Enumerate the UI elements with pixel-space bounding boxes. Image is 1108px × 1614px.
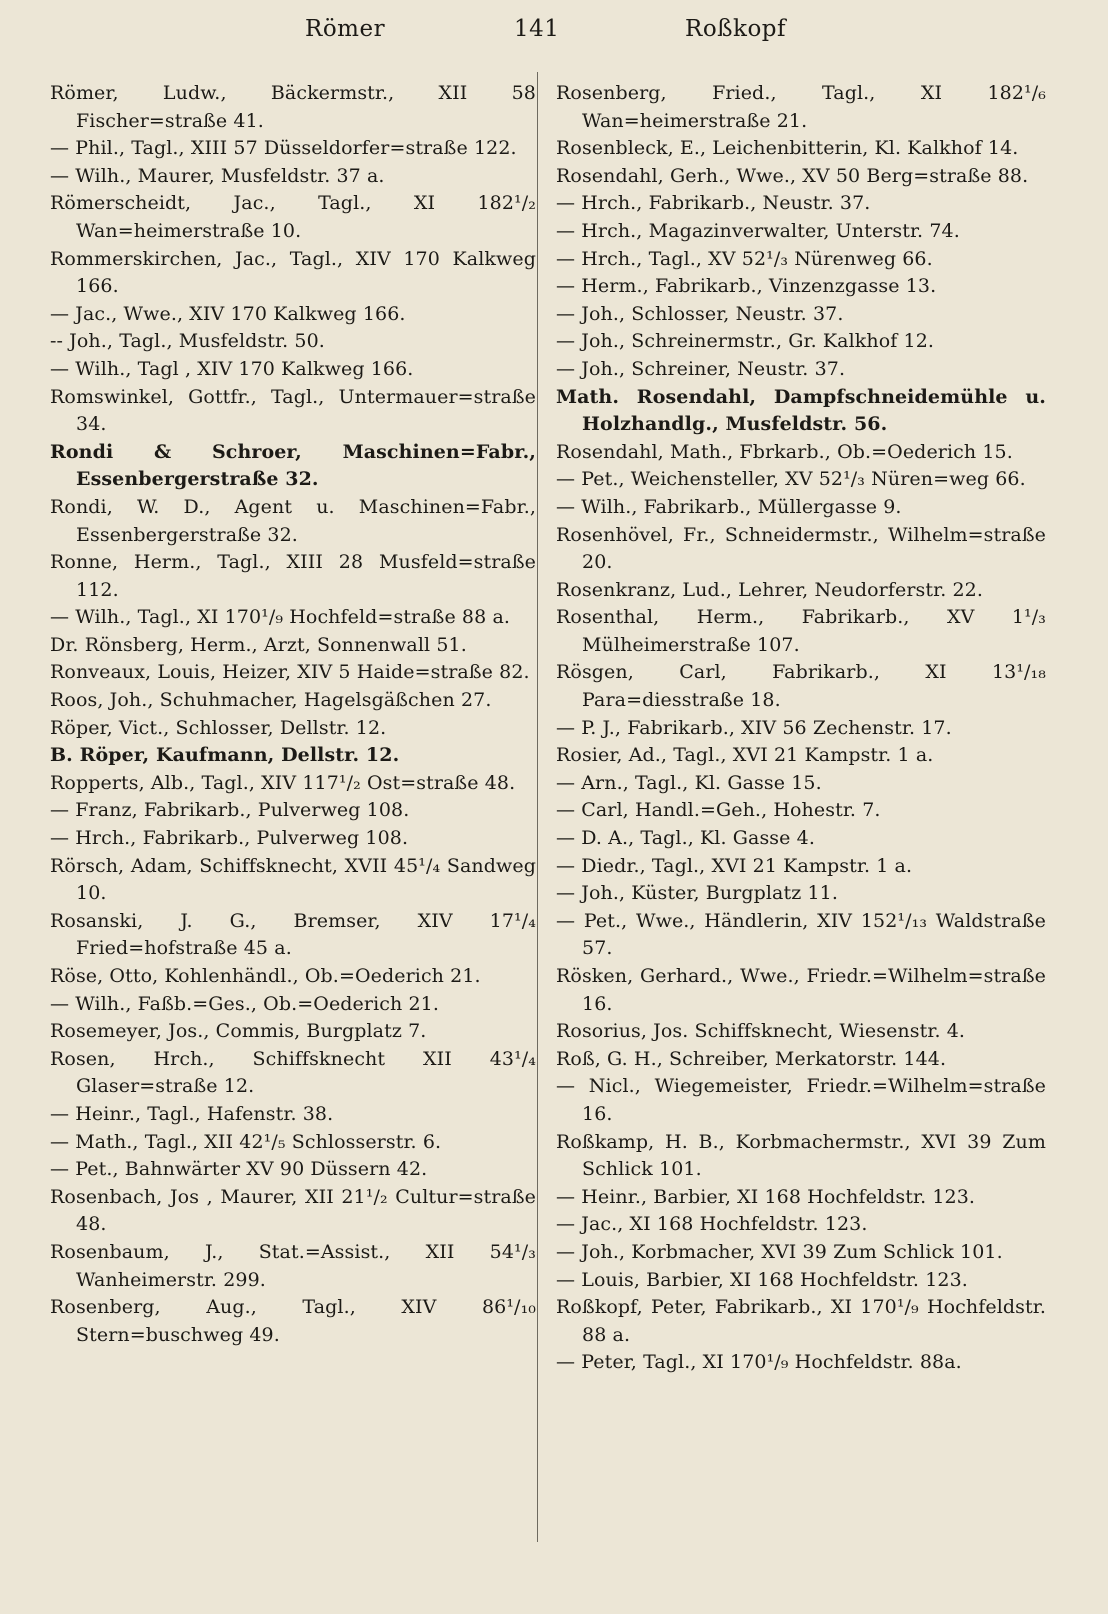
directory-entry: — Hrch., Tagl., XV 52¹/₃ Nürenweg 66. <box>556 247 933 270</box>
directory-entry: — Heinr., Barbier, XI 168 Hochfeldstr. 123. <box>556 1185 976 1208</box>
directory-entry: — Wilh., Fabrikarb., Müllergasse 9. <box>556 495 902 518</box>
directory-entry: Römerscheidt, Jac., Tagl., XI 182¹/₂ Wan=heimerstraße 10. <box>50 192 536 242</box>
directory-entry: Rosorius, Jos. Schiffsknecht, Wiesenstr. 4. <box>556 1020 966 1043</box>
directory-entry: Rosemeyer, Jos., Commis, Burgplatz 7. <box>50 1020 427 1043</box>
left-column <box>50 80 536 1570</box>
directory-entry: — Herm., Fabrikarb., Vinzenzgasse 13. <box>556 275 937 298</box>
directory-entry: B. Röper, Kaufmann, Dellstr. 12. <box>50 744 400 767</box>
directory-entry: Röper, Vict., Schlosser, Dellstr. 12. <box>50 716 387 739</box>
directory-entry: Rörsch, Adam, Schiffsknecht, XVII 45¹/₄ Sandweg 10. <box>50 854 536 905</box>
directory-entry: — Wilh., Tagl , XIV 170 Kalkweg 166. <box>50 357 414 380</box>
header-first-name: Römer <box>305 16 386 42</box>
directory-entry: — Nicl., Wiegemeister, Friedr.=Wilhelm=straße 16. <box>556 1075 1046 1125</box>
directory-entry: — Carl, Handl.=Geh., Hohestr. 7. <box>556 799 881 822</box>
directory-entry: Rosen, Hrch., Schiffsknecht XII 43¹/₄ Glaser=straße 12. <box>50 1047 536 1098</box>
directory-entry: Rosenberg, Fried., Tagl., XI 182¹/₆ Wan=heimerstraße 21. <box>556 82 1046 132</box>
directory-entry: — Joh., Schreiner, Neustr. 37. <box>556 357 846 380</box>
directory-entry: — Math., Tagl., XII 42¹/₅ Schlosserstr. 6. <box>50 1130 442 1153</box>
directory-entry: — Joh., Schlosser, Neustr. 37. <box>556 302 844 325</box>
right-column <box>556 80 1046 1570</box>
directory-entry: — Joh., Küster, Burgplatz 11. <box>556 882 838 905</box>
directory-entry: Ronveaux, Louis, Heizer, XIV 5 Haide=straße 82. <box>50 661 530 684</box>
directory-entry: — Joh., Korbmacher, XVI 39 Zum Schlick 101. <box>556 1240 1003 1263</box>
directory-entry: Ronne, Herm., Tagl., XIII 28 Musfeld=straße 112. <box>50 551 536 601</box>
directory-entry: Dr. Rönsberg, Herm., Arzt, Sonnenwall 51. <box>50 633 467 656</box>
directory-entry: — Franz, Fabrikarb., Pulverweg 108. <box>50 799 410 822</box>
directory-entry: Rommerskirchen, Jac., Tagl., XIV 170 Kalkweg 166. <box>50 247 536 298</box>
directory-entry: — Hrch., Fabrikarb., Pulverweg 108. <box>50 827 409 850</box>
directory-entry: — Heinr., Tagl., Hafenstr. 38. <box>50 1102 334 1125</box>
directory-entry: Roßkamp, H. B., Korbmachermstr., XVI 39 Zum Schlick 101. <box>556 1130 1046 1181</box>
directory-entry: — Pet., Wwe., Händlerin, XIV 152¹/₁₃ Waldstraße 57. <box>556 909 1046 960</box>
directory-entry: Rosenkranz, Lud., Lehrer, Neudorferstr. 22. <box>556 578 983 601</box>
directory-entry: Römer, Ludw., Bäckermstr., XII 58 Fischer=straße 41. <box>50 82 536 132</box>
directory-entry: Rondi & Schroer, Maschinen=Fabr., Essenbergerstraße 32. <box>50 440 536 491</box>
directory-entry: — Hrch., Magazinverwalter, Unterstr. 74. <box>556 219 960 242</box>
directory-entry: Rosenbaum, J., Stat.=Assist., XII 54¹/₃ Wanheimerstr. 299. <box>50 1240 536 1291</box>
directory-entry: — Wilh., Maurer, Musfeldstr. 37 a. <box>50 164 385 187</box>
directory-entry: — P. J., Fabrikarb., XIV 56 Zechenstr. 17. <box>556 716 952 739</box>
directory-entry: — Diedr., Tagl., XVI 21 Kampstr. 1 a. <box>556 854 913 877</box>
directory-entry: Rosenhövel, Fr., Schneidermstr., Wilhelm=straße 20. <box>556 523 1046 574</box>
directory-entry: — D. A., Tagl., Kl. Gasse 4. <box>556 827 815 850</box>
directory-entry: — Louis, Barbier, XI 168 Hochfeldstr. 123. <box>556 1268 968 1291</box>
header-last-name: Roßkopf <box>685 16 787 42</box>
directory-entry: Rosendahl, Math., Fbrkarb., Ob.=Oederich 15. <box>556 440 1013 463</box>
directory-entry: Rondi, W. D., Agent u. Maschinen=Fabr., Essenbergerstraße 32. <box>50 495 536 546</box>
directory-entry: — Jac., Wwe., XIV 170 Kalkweg 166. <box>50 302 406 325</box>
directory-entry: Rosenberg, Aug., Tagl., XIV 86¹/₁₀ Stern=buschweg 49. <box>50 1296 536 1346</box>
page-number: 141 <box>514 16 560 42</box>
directory-entry: Rösgen, Carl, Fabrikarb., XI 13¹/₁₈ Para=diesstraße 18. <box>556 661 1046 712</box>
directory-entry: — Hrch., Fabrikarb., Neustr. 37. <box>556 192 871 215</box>
directory-entry: Roßkopf, Peter, Fabrikarb., XI 170¹/₉ Hochfeldstr. 88 a. <box>556 1296 1046 1346</box>
directory-entry: — Wilh., Faßb.=Ges., Ob.=Oederich 21. <box>50 992 439 1015</box>
directory-entry: -- Joh., Tagl., Musfeldstr. 50. <box>50 330 325 353</box>
directory-entry: — Peter, Tagl., XI 170¹/₉ Hochfeldstr. 88a. <box>556 1351 962 1374</box>
directory-entry: — Pet., Weichensteller, XV 52¹/₃ Nüren=weg 66. <box>556 468 1026 491</box>
running-header <box>52 16 1042 50</box>
directory-entry: Rosendahl, Gerh., Wwe., XV 50 Berg=straße 88. <box>556 164 1029 187</box>
directory-entry: — Joh., Schreinermstr., Gr. Kalkhof 12. <box>556 330 935 353</box>
directory-entry: Roos, Joh., Schuhmacher, Hagelsgäßchen 27. <box>50 689 492 712</box>
directory-entry: Rosenbleck, E., Leichenbitterin, Kl. Kalkhof 14. <box>556 137 1019 160</box>
directory-entry: — Wilh., Tagl., XI 170¹/₉ Hochfeld=straße 88 a. <box>50 606 511 629</box>
directory-entry: Roß, G. H., Schreiber, Merkatorstr. 144. <box>556 1047 947 1070</box>
directory-entry: Rosenthal, Herm., Fabrikarb., XV 1¹/₃ Mülheimerstraße 107. <box>556 606 1046 656</box>
directory-entry: — Arn., Tagl., Kl. Gasse 15. <box>556 771 822 794</box>
directory-entry: Romswinkel, Gottfr., Tagl., Untermauer=straße 34. <box>50 385 536 436</box>
directory-entry: Rosanski, J. G., Bremser, XIV 17¹/₄ Fried=hofstraße 45 a. <box>50 909 536 960</box>
directory-entry: Math. Rosendahl, Dampfschneidemühle u. Holzhandlg., Musfeldstr. 56. <box>556 385 1046 436</box>
directory-entry: — Phil., Tagl., XIII 57 Düsseldorfer=straße 122. <box>50 137 517 160</box>
directory-entry: Rosenbach, Jos , Maurer, XII 21¹/₂ Cultur=straße 48. <box>50 1185 536 1236</box>
directory-entry: Ropperts, Alb., Tagl., XIV 117¹/₂ Ost=straße 48. <box>50 771 516 794</box>
column-divider <box>537 72 538 1542</box>
directory-entry: Rösken, Gerhard., Wwe., Friedr.=Wilhelm=straße 16. <box>556 965 1046 1015</box>
directory-entry: Rosier, Ad., Tagl., XVI 21 Kampstr. 1 a. <box>556 744 934 767</box>
directory-entry: Röse, Otto, Kohlenhändl., Ob.=Oederich 21. <box>50 965 481 987</box>
directory-entry: — Pet., Bahnwärter XV 90 Düssern 42. <box>50 1158 428 1181</box>
directory-entry: — Jac., XI 168 Hochfeldstr. 123. <box>556 1213 868 1236</box>
